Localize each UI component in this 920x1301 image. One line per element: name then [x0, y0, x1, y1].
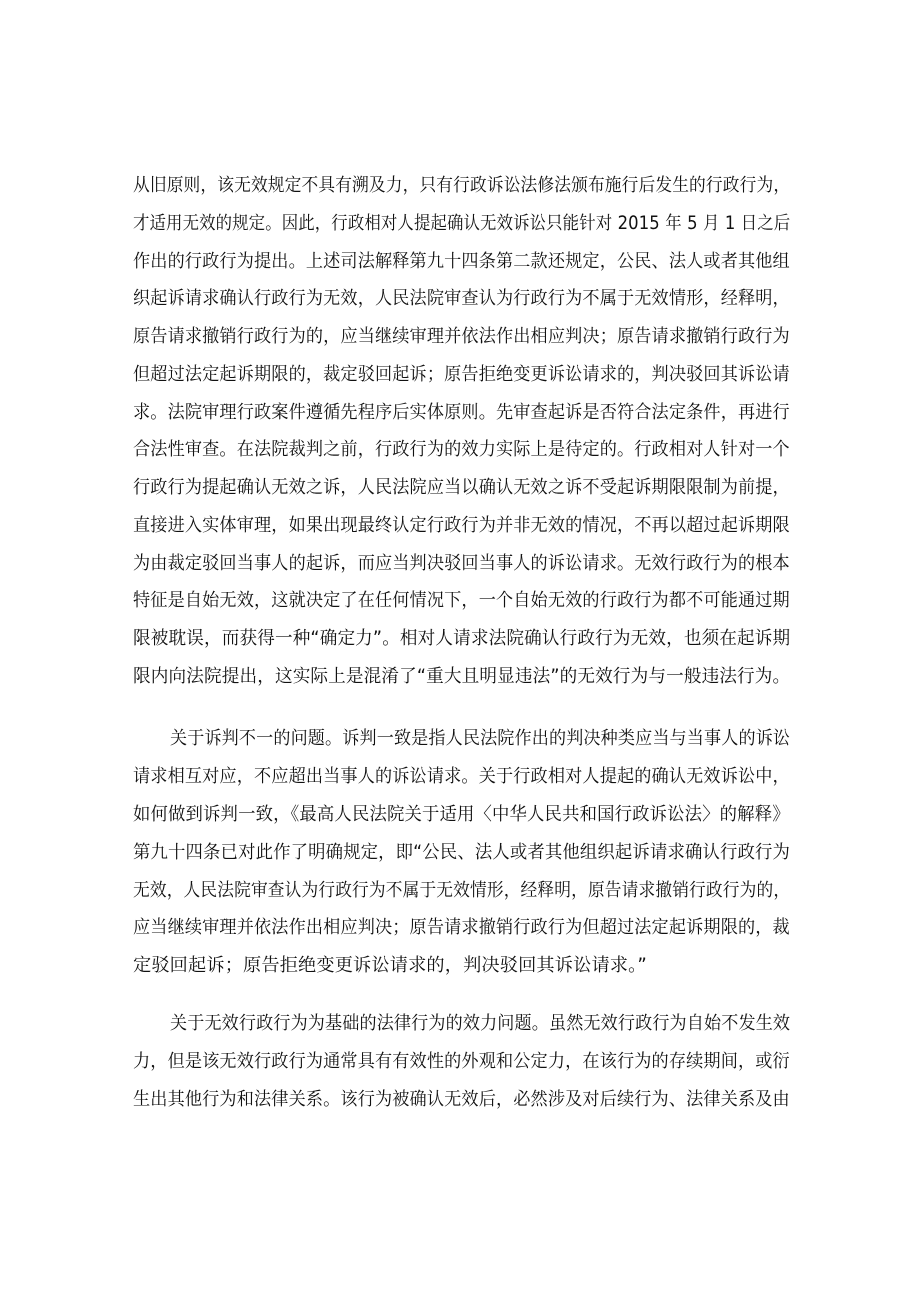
- text-line: 才适用无效的规定。因此，行政相对人提起确认无效诉讼只能针对 2015 年 5 月 1 日之后: [133, 213, 791, 234]
- text-line: 合法性审查。在法院裁判之前，行政行为的效力实际上是待定的。行政相对人针对一个: [133, 439, 790, 460]
- text-line: 行政行为提起确认无效之诉，人民法院应当以确认无效之诉不受起诉期限限制为前提，: [133, 477, 790, 498]
- text-line: 限内向法院提出，这实际上是混淆了“重大且明显违法”的无效行为与一般违法行为。: [133, 666, 791, 687]
- text-line: 作出的行政行为提出。上述司法解释第九十四条第二款还规定，公民、法人或者其他组: [133, 251, 790, 272]
- text-line: 直接进入实体审理，如果出现最终认定行政行为并非无效的情况，不再以超过起诉期限: [133, 515, 790, 536]
- text-line: 力，但是该无效行政行为通常具有有效性的外观和公定力，在该行为的存续期间，或衍: [133, 1051, 790, 1072]
- text-line: 定驳回起诉；原告拒绝变更诉讼请求的，判决驳回其诉讼请求。”: [133, 955, 647, 976]
- text-line: 应当继续审理并依法作出相应判决；原告请求撤销行政行为但超过法定起诉期限的，裁: [133, 917, 790, 938]
- text-line: 关于诉判不一的问题。诉判一致是指人民法院作出的判决种类应当与当事人的诉讼: [170, 728, 791, 749]
- text-line: 无效，人民法院审查认为行政行为不属于无效情形，经释明，原告请求撤销行政行为的，: [133, 880, 791, 901]
- text-line: 限被耽误，而获得一种“确定力”。相对人请求法院确认行政行为无效，也须在起诉期: [133, 628, 791, 649]
- text-line: 从旧原则，该无效规定不具有溯及力，只有行政诉讼法修法颁布施行后发生的行政行为，: [133, 175, 791, 196]
- text-line: 生出其他行为和法律关系。该行为被确认无效后，必然涉及对后续行为、法律关系及由: [133, 1089, 790, 1110]
- text-line: 求。法院审理行政案件遵循先程序后实体原则。先审查起诉是否符合法定条件，再进行: [133, 402, 790, 423]
- text-line: 原告请求撤销行政行为的，应当继续审理并依法作出相应判决；原告请求撤销行政行为: [133, 326, 790, 347]
- text-line: 如何做到诉判一致，《最高人民法院关于适用〈中华人民共和国行政诉讼法〉的解释》: [133, 804, 790, 825]
- text-line: 关于无效行政行为为基础的法律行为的效力问题。虽然无效行政行为自始不发生效: [170, 1013, 791, 1034]
- text-line: 但超过法定起诉期限的，裁定驳回起诉；原告拒绝变更诉讼请求的，判决驳回其诉讼请: [133, 364, 790, 385]
- text-line: 织起诉请求确认行政行为无效，人民法院审查认为行政行为不属于无效情形，经释明，: [133, 288, 790, 309]
- text-line: 请求相互对应，不应超出当事人的诉讼请求。关于行政相对人提起的确认无效诉讼中，: [133, 766, 790, 787]
- text-line: 第九十四条已对此作了明确规定，即“公民、法人或者其他组织起诉请求确认行政行为: [133, 842, 791, 863]
- text-line: 为由裁定驳回当事人的起诉，而应当判决驳回当事人的诉讼请求。无效行政行为的根本: [133, 553, 790, 574]
- text-line: 特征是自始无效，这就决定了在任何情况下，一个自始无效的行政行为都不可能通过期: [133, 590, 790, 611]
